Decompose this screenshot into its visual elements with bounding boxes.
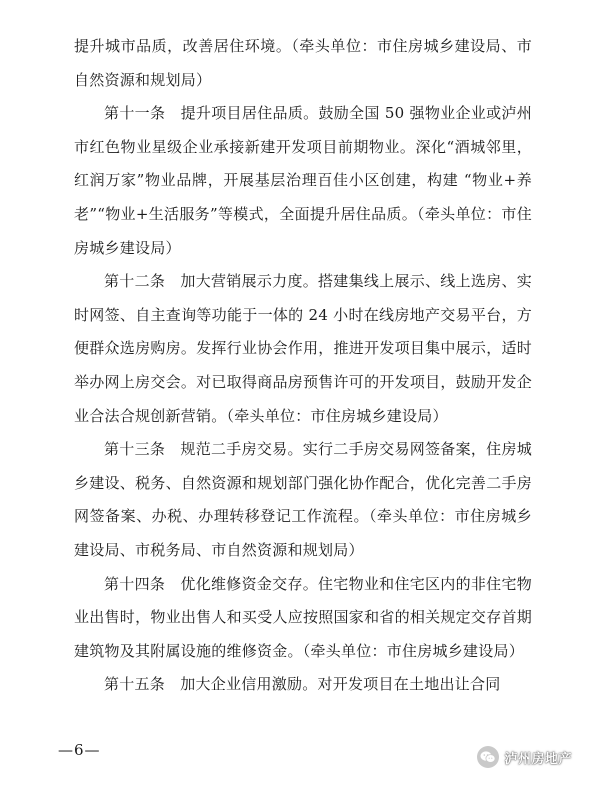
page-number: —6— [58, 741, 101, 759]
article-13: 第十三条 规范二手房交易。实行二手房交易网签备案，住房城乡建设、税务、自然资源和规划部门强化协作配合，优化完善二手房网签备案、办税、办理转移登记工作流程。（牵头单位：市住房城乡建设局、市税务局、市自然资源和规划局） [74, 440, 532, 559]
document-body [74, 0, 532, 702]
article-14: 第十四条 优化维修资金交存。住宅物业和住宅区内的非住宅物业出售时，物业出售人和买受人应按照国家和省的相关规定交存首期建筑物及其附属设施的维修资金。（牵头单位：市住房城乡建设局） [74, 574, 532, 660]
watermark [477, 746, 572, 768]
watermark-text: 泸州房地产 [504, 751, 572, 767]
article-11: 第十一条 提升项目居住品质。鼓励全国 50 强物业企业或泸州市红色物业星级企业承接新建开发项目前期物业。深化“酒城邻里，红润万家”物业品牌，开展基层治理百佳小区创建，构建 “物业+养老”“物业+生活服务”等模式，全面提升居住品质。（牵头单位：市住房城乡建设局） [74, 104, 532, 257]
wechat-icon [477, 746, 499, 768]
paragraph-continuation: 提升城市品质，改善居住环境。（牵头单位：市住房城乡建设局、市自然资源和规划局） [74, 37, 532, 89]
article-12: 第十二条 加大营销展示力度。搭建集线上展示、线上选房、实时网签、自主查询等功能于一体的 24 小时在线房地产交易平台，方便群众选房购房。发挥行业协会作用，推进开发项目集中展示，适时举办网上房交会。对已取得商品房预售许可的开发项目，鼓励开发企业合法合规创新营销。（牵头单位：市住房城乡建设局） [74, 272, 532, 425]
article-15: 第十五条 加大企业信用激励。对开发项目在土地出让合同 [104, 675, 501, 694]
